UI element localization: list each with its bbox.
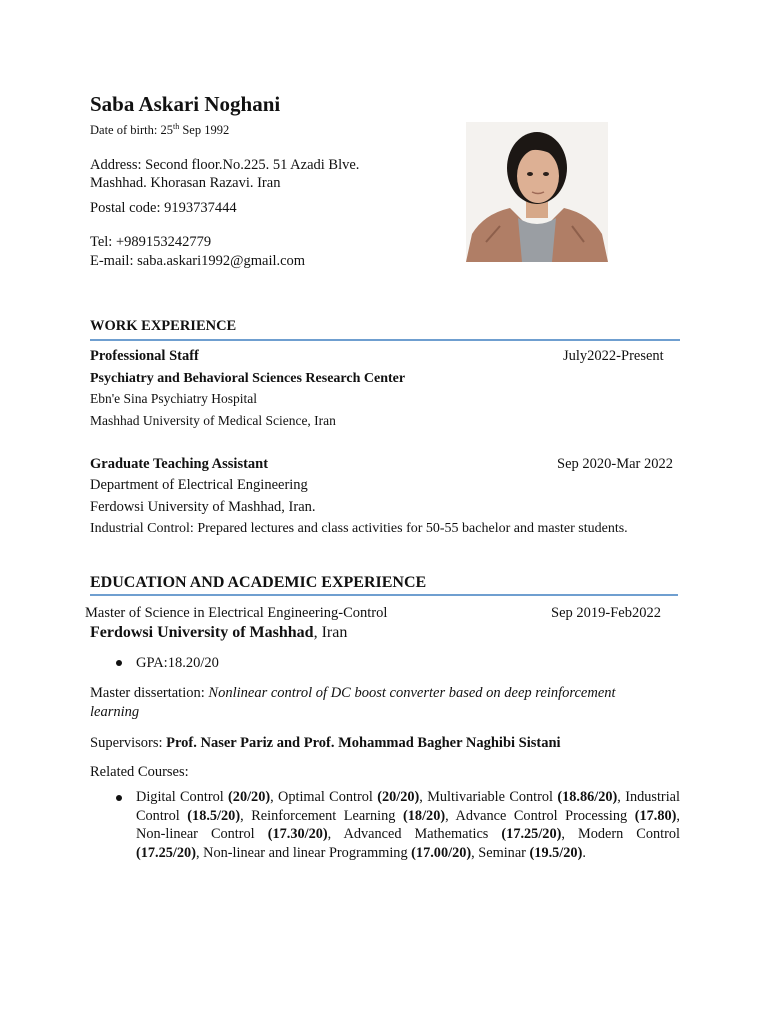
course-grade: (17.30/20) — [267, 826, 328, 842]
course-separator: , — [617, 789, 626, 805]
job1-hospital: Ebn'e Sina Psychiatry Hospital — [90, 391, 258, 406]
course-name: Non-linear and linear Programming — [203, 844, 412, 861]
postal-code: Postal code: 9193737444 — [90, 200, 237, 216]
job2-description: Industrial Control: Prepared lectures and class activities for 50-55 bachelor and master students. — [90, 521, 628, 536]
degree: Master of Science in Electrical Engineering-Control — [85, 605, 388, 621]
course-item — [251, 808, 455, 824]
course-name: Optimal Control — [278, 789, 378, 805]
course-item — [203, 845, 478, 861]
section-divider — [90, 339, 680, 341]
course-grade: (17.00/20) — [411, 844, 472, 861]
bullet-icon — [116, 795, 122, 801]
job2-department: Department of Electrical Engineering — [90, 477, 308, 493]
course-name: Seminar — [478, 844, 530, 861]
course-list — [136, 788, 680, 862]
job1-university: Mashhad University of Medical Science, Iran — [90, 413, 336, 428]
section-divider — [90, 594, 678, 596]
course-separator: , — [195, 844, 204, 861]
course-item — [136, 826, 344, 842]
dissertation: Master dissertation: Nonlinear control of DC boost converter based on deep reinforcement — [90, 685, 616, 701]
profile-photo — [466, 122, 608, 262]
course-item — [456, 808, 681, 824]
address-line-1: Address: Second floor.No.225. 51 Azadi Blve. — [90, 157, 360, 173]
course-grade: (18.86/20) — [557, 789, 618, 805]
course-grade: (17.80) — [634, 807, 677, 824]
course-item — [136, 789, 278, 805]
course-name: Advanced Mathematics — [343, 826, 502, 842]
dissertation-continued: learning — [90, 704, 140, 720]
bullet-icon — [116, 660, 122, 666]
course-name: Reinforcement Learning — [251, 807, 404, 824]
course-item — [427, 789, 625, 805]
course-separator: , — [270, 789, 279, 805]
job2-role: Graduate Teaching Assistant — [90, 456, 269, 472]
course-separator: , — [419, 789, 428, 805]
course-separator: , — [240, 807, 252, 824]
course-item — [478, 845, 586, 861]
supervisors: Supervisors: Prof. Naser Pariz and Prof. Mohammad Bagher Naghibi Sistani — [90, 735, 561, 751]
course-item — [278, 789, 427, 805]
course-item — [344, 826, 578, 842]
course-separator: , — [676, 807, 680, 824]
course-grade: (19.5/20) — [529, 844, 583, 861]
course-grade: (18/20) — [403, 807, 446, 824]
job1-role: Professional Staff — [90, 348, 199, 364]
course-separator: , — [561, 826, 578, 842]
address-line-2: Mashhad. Khorasan Razavi. Iran — [90, 175, 281, 191]
course-grade: (17.25/20) — [136, 844, 196, 861]
course-separator: , — [471, 844, 479, 861]
person-name: Saba Askari Noghani — [90, 92, 281, 116]
course-name: Multivariable Control — [427, 789, 558, 805]
course-separator: , — [445, 807, 456, 824]
job1-date: July2022-Present — [563, 348, 664, 364]
course-name: Non-linear Control — [136, 826, 268, 842]
gpa: GPA:18.20/20 — [136, 655, 219, 671]
job2-university: Ferdowsi University of Mashhad, Iran. — [90, 499, 316, 515]
course-grade: (20/20) — [228, 789, 271, 805]
course-grade: (18.5/20) — [187, 807, 241, 824]
course-name: Industrial Control — [136, 789, 680, 824]
course-name: Modern Control — [578, 826, 680, 842]
job2-date: Sep 2020-Mar 2022 — [557, 456, 673, 472]
university: Ferdowsi University of Mashhad, Iran — [90, 624, 348, 641]
job1-organization: Psychiatry and Behavioral Sciences Research Center — [90, 371, 406, 386]
work-experience-heading: WORK EXPERIENCE — [90, 318, 237, 334]
date-of-birth: Date of birth: 25th Sep 1992 — [90, 122, 230, 137]
course-name: Digital Control — [136, 789, 229, 805]
course-separator: . — [582, 844, 586, 861]
telephone: Tel: +989153242779 — [90, 234, 212, 250]
education-heading: EDUCATION AND ACADEMIC EXPERIENCE — [90, 574, 427, 591]
course-grade: (20/20) — [377, 789, 420, 805]
related-courses-label: Related Courses: — [90, 764, 189, 780]
email: E-mail: saba.askari1992@gmail.com — [90, 253, 306, 269]
course-name: Advance Control Processing — [455, 807, 635, 824]
course-grade: (17.25/20) — [501, 826, 562, 842]
degree-date: Sep 2019-Feb2022 — [551, 605, 661, 621]
course-separator: , — [327, 826, 344, 842]
